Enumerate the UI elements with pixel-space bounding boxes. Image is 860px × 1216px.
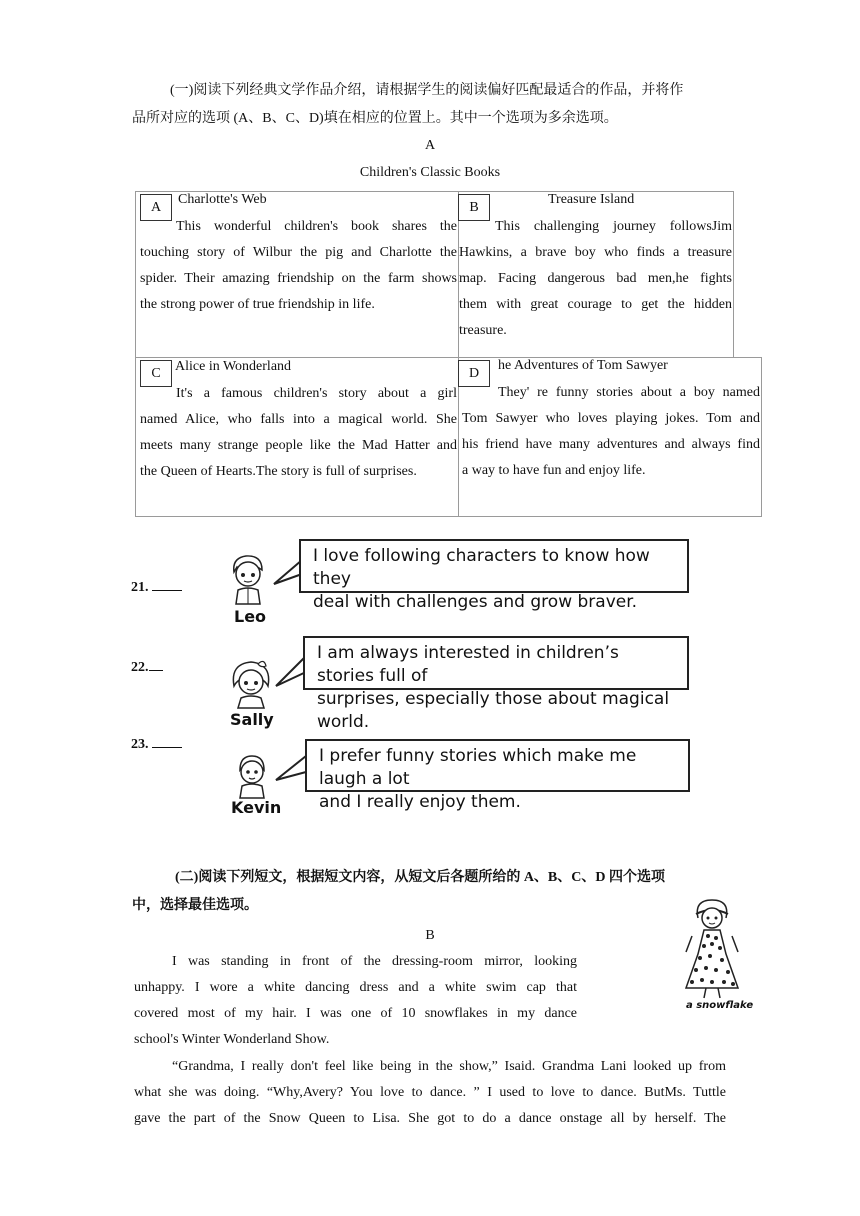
desc-line: touching story of Wilbur the pig and Charlotte the (140, 245, 457, 260)
passage-letter-b: B (425, 928, 435, 943)
leo-speech-bubble: I love following characters to know how they deal with challenges and grow braver. (299, 539, 689, 593)
desc-line: meets many strange people like the Mad Hatter and (140, 438, 457, 453)
book-title-c: Alice in Wonderland (175, 359, 292, 374)
book-desc-c (140, 381, 457, 485)
section2-intro-line1: (二)阅读下列短文，根据短文内容，从短文后各题所给的 A、B、C、D 四个选项 (175, 870, 665, 885)
answer-blank-21[interactable] (152, 590, 182, 591)
section1-intro-line1: (一)阅读下列经典文学作品介绍，请根据学生的阅读偏好匹配最适合的作品，并将作 (170, 83, 684, 98)
desc-line: his friend have many adventures and always find (462, 437, 760, 452)
snowflake-caption: a snowflake (686, 1000, 754, 1011)
desc-line: a way to have fun and enjoy life. (462, 463, 646, 478)
table-title: Children's Classic Books (359, 165, 501, 180)
desc-line: This challenging journey followsJim (495, 219, 732, 234)
question-22-number: 22. (131, 660, 163, 676)
question-23-number: 23. (131, 737, 182, 753)
desc-line: the strong power of true friendship in life. (140, 297, 375, 312)
leo-avatar-icon (226, 552, 270, 608)
leo-name-label: Leo (234, 607, 267, 626)
desc-line: This wonderful children's book shares the (176, 219, 457, 234)
book-title-a: Charlotte's Web (178, 192, 267, 207)
option-box-c: C (140, 360, 172, 387)
passage-line: I was standing in front of the dressing-room mirror, looking (172, 954, 577, 969)
book-desc-d (462, 380, 760, 484)
passage-paragraph-2 (134, 1054, 726, 1132)
book-title-b: Treasure Island (548, 192, 635, 207)
passage-line: school's Winter Wonderland Show. (134, 1032, 330, 1047)
sally-speech-bubble: I am always interested in children’s stories full of surprises, especially those about magical world. (303, 636, 689, 690)
desc-line: the Queen of Hearts.The story is full of surprises. (140, 464, 417, 479)
kevin-name-label: Kevin (231, 798, 282, 817)
desc-line: them with great courage to get the hidden (459, 297, 732, 312)
sally-avatar-icon (228, 656, 274, 710)
kevin-avatar-icon (232, 752, 272, 800)
passage-line: covered most of my hair. I was one of 10 snowflakes in my dance (134, 1006, 577, 1021)
snowflake-girl-illustration (680, 896, 744, 1000)
option-box-d: D (458, 360, 490, 387)
speech-bubble-tail (274, 754, 308, 784)
desc-line: Tom Sawyer who loves playing jokes. Tom and (462, 411, 760, 426)
kevin-speech-bubble: I prefer funny stories which make me laugh a lot and I really enjoy them. (305, 739, 690, 792)
option-box-b: B (458, 194, 490, 221)
desc-line: named Alice, who falls into a magical world. She (140, 412, 457, 427)
desc-line: Hawkins, a brave boy who finds a treasure (459, 245, 732, 260)
answer-blank-22[interactable] (149, 670, 163, 671)
book-desc-b (459, 214, 732, 344)
passage-line: what she was doing. “Why,Avery? You love to dance. ” I used to love to dance. ButMs. Tuttle (134, 1085, 726, 1100)
desc-line: spider. Their amazing friendship on the farm shows (140, 271, 457, 286)
passage-line: gave the part of the Snow Queen to Lisa. She got to do a dance onstage all by herself. The (134, 1111, 726, 1126)
desc-line: They' re funny stories about a boy named (498, 385, 760, 400)
passage-letter-a: A (424, 138, 436, 153)
book-title-d: he Adventures of Tom Sawyer (498, 358, 668, 373)
desc-line: treasure. (459, 323, 507, 338)
passage-paragraph-1 (134, 949, 577, 1053)
desc-line: It's a famous children's story about a girl (176, 386, 457, 401)
answer-blank-23[interactable] (152, 747, 182, 748)
book-desc-a (140, 214, 457, 318)
question-21-number: 21. (131, 580, 182, 596)
passage-line: “Grandma, I really don't feel like being in the show,” Isaid. Grandma Lani looked up from (172, 1059, 726, 1074)
sally-name-label: Sally (230, 710, 274, 729)
option-box-a: A (140, 194, 172, 221)
desc-line: map. Facing dangerous bad men,he fights (459, 271, 732, 286)
section2-intro-line2: 中，选择最佳选项。 (132, 898, 258, 913)
passage-line: unhappy. I wore a white dancing dress and a white swim cap that (134, 980, 577, 995)
section1-intro-line2: 品所对应的选项 (A、B、C、D)填在相应的位置上。其中一个选项为多余选项。 (132, 111, 618, 126)
